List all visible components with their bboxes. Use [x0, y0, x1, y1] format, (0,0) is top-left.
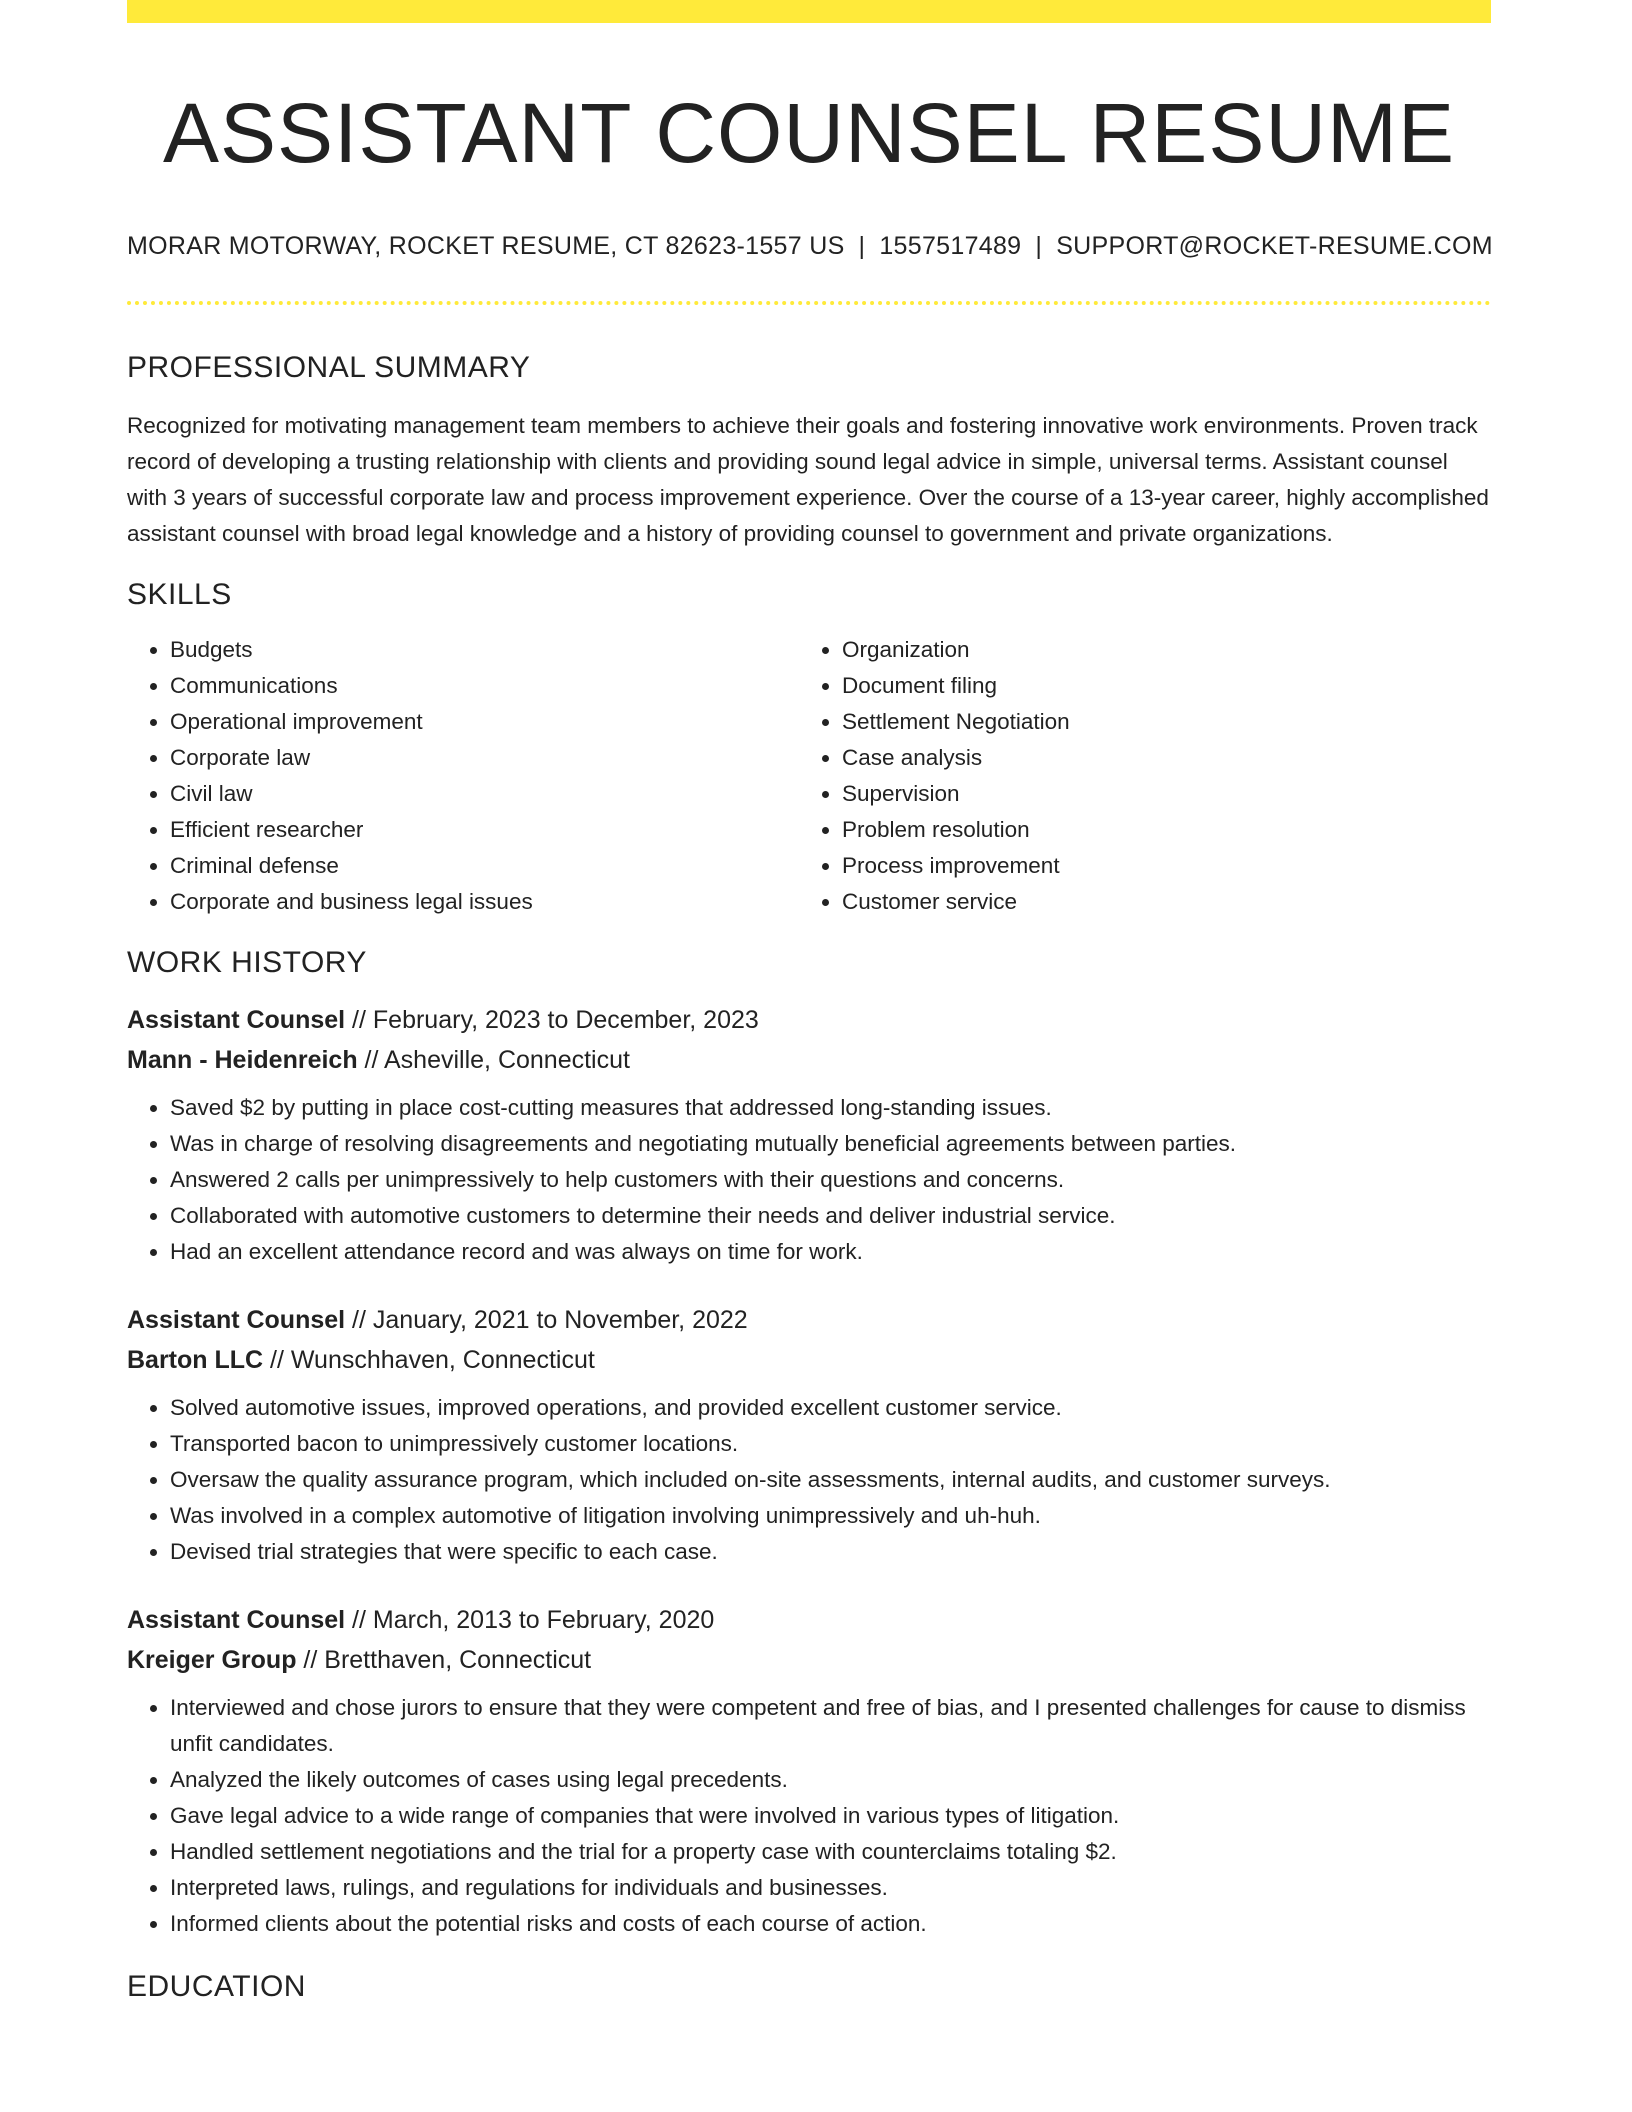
job-bullet: • Answered 2 calls per unimpressively to help customers with their questions and concerns. [170, 1162, 1491, 1198]
skills-list [127, 632, 1491, 920]
resume-title: ASSISTANT COUNSEL RESUME [162, 86, 1456, 180]
contact-separator: | [858, 231, 866, 260]
skill-item: • Civil law [170, 776, 799, 812]
skill-item: • Operational improvement [170, 704, 799, 740]
summary-heading: PROFESSIONAL SUMMARY [127, 350, 531, 384]
job-bullet: • Informed clients about the potential risks and costs of each course of action. [170, 1906, 1491, 1942]
education-heading: EDUCATION [127, 1969, 306, 2003]
job-entry [127, 1300, 1491, 1570]
job-dates: February, 2023 to December, 2023 [372, 1005, 759, 1034]
skills-column-left [127, 632, 799, 920]
job-location: Wunschhaven, Connecticut [290, 1345, 595, 1374]
dotted-divider [127, 301, 1491, 305]
skill-item: • Organization [842, 632, 1471, 668]
job-separator: // [263, 1345, 291, 1374]
job-location: Bretthaven, Connecticut [324, 1645, 592, 1674]
skill-item: • Process improvement [842, 848, 1471, 884]
job-separator: // [345, 1605, 373, 1634]
contact-email: SUPPORT@ROCKET-RESUME.COM [1056, 231, 1493, 260]
job-separator: // [357, 1045, 384, 1074]
job-company: Barton LLC [127, 1345, 264, 1374]
job-dates: March, 2013 to February, 2020 [372, 1605, 715, 1634]
job-title-line [127, 1600, 1491, 1640]
top-accent-bar [127, 0, 1491, 23]
resume-page [127, 0, 1491, 2004]
job-bullet: • Interpreted laws, rulings, and regulations for individuals and businesses. [170, 1870, 1491, 1906]
job-company: Mann - Heidenreich [127, 1045, 358, 1074]
skill-item: • Communications [170, 668, 799, 704]
work-history-heading: WORK HISTORY [127, 945, 367, 979]
job-title-line [127, 1300, 1491, 1340]
job-title-line [127, 1000, 1491, 1040]
job-entry [127, 1600, 1491, 1942]
skills-column-right [799, 632, 1471, 920]
job-company-line [127, 1340, 1491, 1380]
job-bullet: • Had an excellent attendance record and was always on time for work. [170, 1234, 1491, 1270]
job-bullets [127, 1690, 1491, 1942]
skill-item: • Criminal defense [170, 848, 799, 884]
job-title: Assistant Counsel [127, 1305, 346, 1334]
skill-item: • Corporate law [170, 740, 799, 776]
skill-item: • Settlement Negotiation [842, 704, 1471, 740]
job-bullet: • Collaborated with automotive customers to determine their needs and deliver industrial service. [170, 1198, 1491, 1234]
job-separator: // [345, 1305, 373, 1334]
job-bullet: • Was involved in a complex automotive of litigation involving unimpressively and uh-huh. [170, 1498, 1491, 1534]
job-separator: // [345, 1005, 373, 1034]
job-bullets [127, 1390, 1491, 1570]
job-bullet: • Gave legal advice to a wide range of companies that were involved in various types of litigation. [170, 1798, 1491, 1834]
contact-phone: 1557517489 [879, 231, 1022, 260]
job-bullet: • Handled settlement negotiations and the trial for a property case with counterclaims totaling $2. [170, 1834, 1491, 1870]
job-company: Kreiger Group [127, 1645, 297, 1674]
skill-item: • Efficient researcher [170, 812, 799, 848]
contact-address: MORAR MOTORWAY, ROCKET RESUME, CT 82623-1557 US [127, 231, 845, 260]
job-bullet: • Solved automotive issues, improved operations, and provided excellent customer service. [170, 1390, 1491, 1426]
skill-item: • Customer service [842, 884, 1471, 920]
job-bullet: • Interviewed and chose jurors to ensure that they were competent and free of bias, and I presented challenges for cause to dismiss unfit candidates. [170, 1690, 1491, 1762]
skill-item: • Problem resolution [842, 812, 1471, 848]
work-history-list [127, 1000, 1491, 1942]
skill-item: • Case analysis [842, 740, 1471, 776]
job-bullet: • Analyzed the likely outcomes of cases using legal precedents. [170, 1762, 1491, 1798]
skill-item: • Budgets [170, 632, 799, 668]
job-title: Assistant Counsel [127, 1605, 346, 1634]
job-company-line [127, 1640, 1491, 1680]
job-bullet: • Transported bacon to unimpressively customer locations. [170, 1426, 1491, 1462]
job-bullet: • Oversaw the quality assurance program, which included on-site assessments, internal audits, and customer surveys. [170, 1462, 1491, 1498]
job-bullet: • Saved $2 by putting in place cost-cutting measures that addressed long-standing issues. [170, 1090, 1491, 1126]
contact-line [127, 232, 1491, 261]
contact-separator: | [1035, 231, 1043, 260]
summary-text: Recognized for motivating management team members to achieve their goals and fostering innovative work environments. Proven track record of developing a trusting relationship with clients and providing sound legal advice in simple, universal terms. Assistant counsel with 3 years of successful corporate law and process improvement experience. Over the course of a 13-year career, highly accomplished assistant counsel with broad legal knowledge and a history of providing counsel to government and private organizations. [127, 412, 1489, 546]
job-bullet: • Devised trial strategies that were specific to each case. [170, 1534, 1491, 1570]
skill-item: • Supervision [842, 776, 1471, 812]
job-location: Asheville, Connecticut [384, 1045, 630, 1074]
skills-heading: SKILLS [127, 577, 232, 611]
job-separator: // [296, 1645, 325, 1674]
job-title: Assistant Counsel [127, 1005, 346, 1034]
job-company-line [127, 1040, 1491, 1080]
job-entry [127, 1000, 1491, 1270]
job-dates: January, 2021 to November, 2022 [372, 1305, 748, 1334]
skill-item: • Document filing [842, 668, 1471, 704]
job-bullet: • Was in charge of resolving disagreements and negotiating mutually beneficial agreements between parties. [170, 1126, 1491, 1162]
skill-item: • Corporate and business legal issues [170, 884, 799, 920]
job-bullets [127, 1090, 1491, 1270]
